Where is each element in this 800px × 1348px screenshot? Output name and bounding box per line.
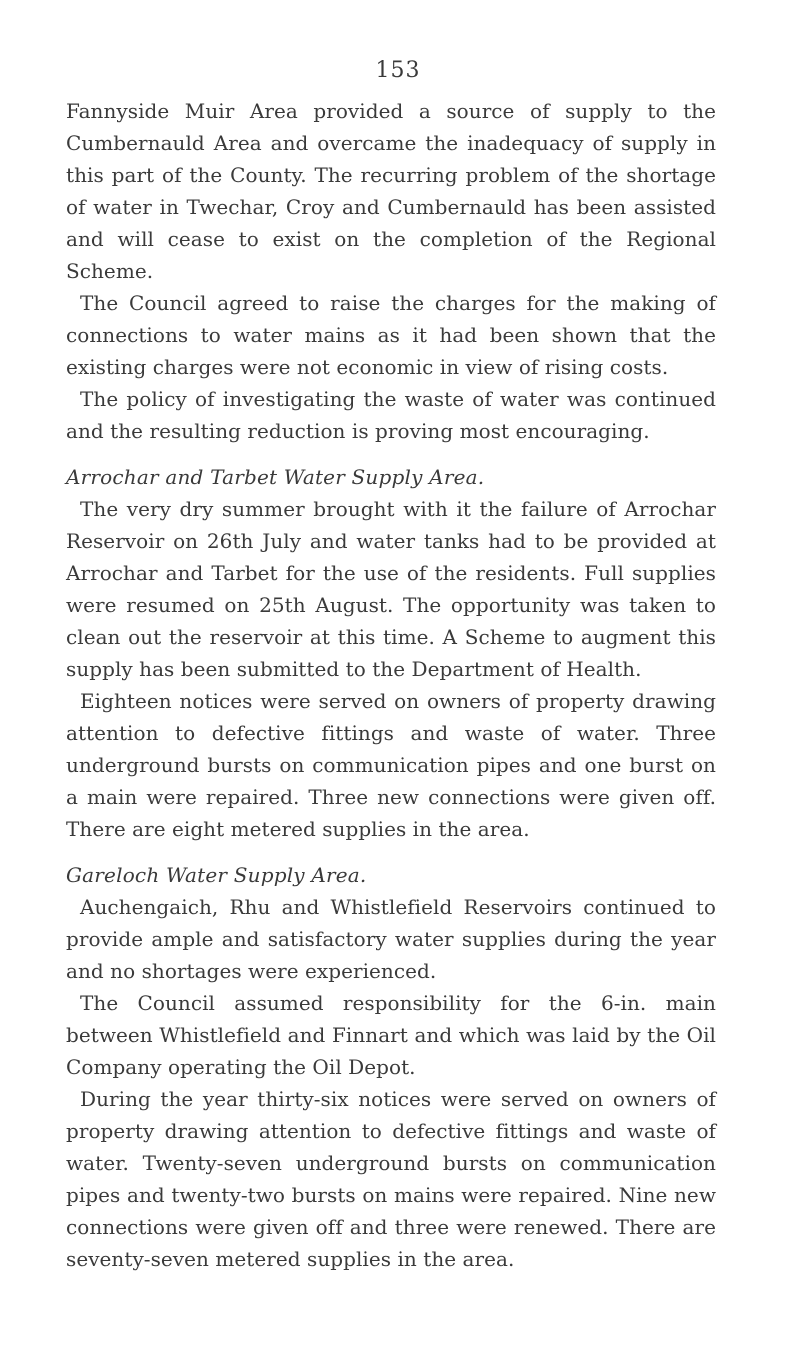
arrochar-paragraph-1: The very dry summer brought with it the failure of Arrochar Reservoir on 26th July and water tanks had to be provided at Arrochar and Tarbet for the use of the residents. Full supplies were resumed on 25th August. The opportunity was taken to clean out the reservoir at this time. A Scheme to augment this supply has been submitted to the Department of Health. [66, 497, 716, 681]
intro-paragraph-3: The policy of investigating the waste of water was continued and the resulting reduction is proving most encouraging. [66, 387, 716, 443]
page-number: 153 [375, 58, 421, 83]
intro-section [66, 95, 716, 447]
intro-paragraph-2: The Council agreed to raise the charges for the making of connections to water mains as it had been shown that the existing charges were not economic in view of rising costs. [66, 291, 716, 379]
document-page [66, 58, 716, 1275]
gareloch-section [66, 859, 716, 1275]
intro-paragraph-1: Fannyside Muir Area provided a source of supply to the Cumbernauld Area and overcame the inadequacy of supply in this part of the County. The recurring problem of the shortage of water in Twechar, Croy and Cumbernauld has been assisted and will cease to exist on the completion of the Regional Scheme. [66, 99, 716, 283]
gareloch-paragraph-1: Auchengaich, Rhu and Whistlefield Reservoirs continued to provide ample and satisfactory water supplies during the year and no shortages were experienced. [66, 895, 716, 983]
gareloch-paragraph-3: During the year thirty-six notices were served on owners of property drawing attention to defective fittings and waste of water. Twenty-seven underground bursts on communication pipes and twenty-two bursts on mains were repaired. Nine new connections were given off and three were renewed. There are seventy-seven metered supplies in the area. [66, 1087, 716, 1271]
arrochar-heading: Arrochar and Tarbet Water Supply Area. [66, 465, 485, 489]
gareloch-heading: Gareloch Water Supply Area. [66, 863, 367, 887]
gareloch-paragraph-2: The Council assumed responsibility for the 6-in. main between Whistlefield and Finnart and which was laid by the Oil Company operating the Oil Depot. [66, 991, 716, 1079]
arrochar-paragraph-2: Eighteen notices were served on owners of property drawing attention to defective fittings and waste of water. Three underground bursts on communication pipes and one burst on a main were repaired. Three new connections were given off. There are eight metered supplies in the area. [66, 689, 716, 841]
arrochar-section [66, 461, 716, 845]
